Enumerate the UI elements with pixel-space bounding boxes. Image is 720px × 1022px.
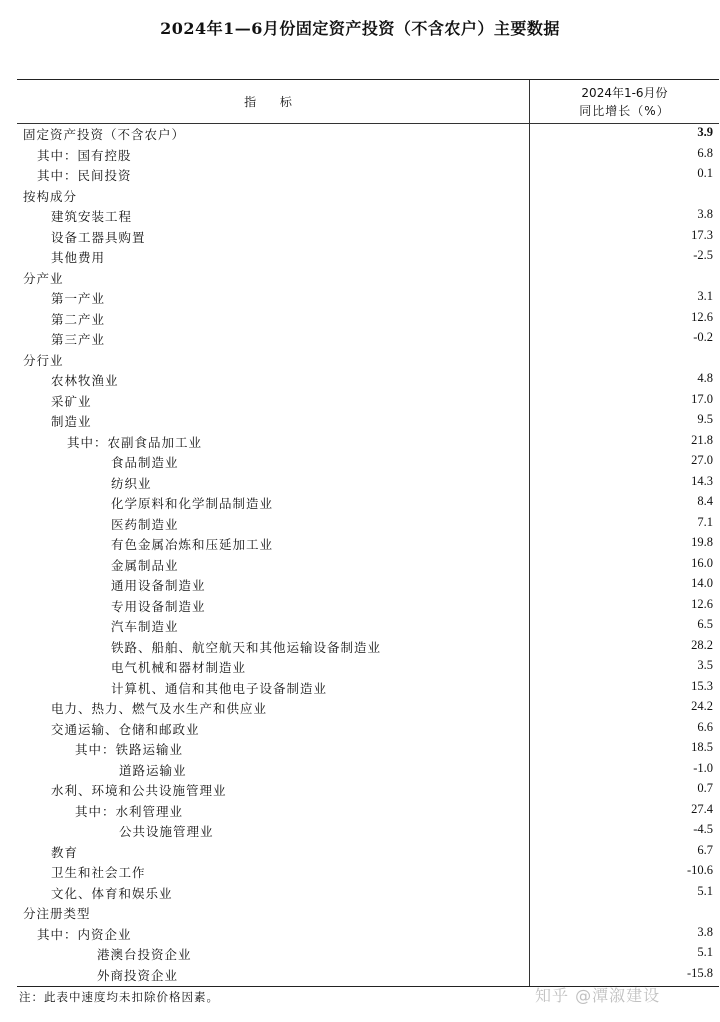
row-value: -15.8 bbox=[686, 965, 713, 980]
table-row bbox=[17, 123, 719, 144]
row-value: 16.0 bbox=[691, 555, 713, 570]
row-label: 有色金属冶炼和压延加工业 bbox=[111, 537, 274, 552]
table-row bbox=[17, 390, 719, 411]
row-label: 港澳台投资企业 bbox=[97, 947, 192, 962]
row-label: 电力、热力、燃气及水生产和供应业 bbox=[51, 701, 268, 716]
row-label: 其中：内资企业 bbox=[37, 926, 132, 942]
table-body bbox=[17, 123, 719, 984]
table-row bbox=[17, 779, 719, 800]
table-row bbox=[17, 328, 719, 349]
table-row bbox=[17, 697, 719, 718]
row-value: 5.1 bbox=[697, 945, 713, 959]
row-label: 食品制造业 bbox=[111, 455, 179, 470]
table-row bbox=[17, 574, 719, 595]
table-row bbox=[17, 164, 719, 185]
row-value: 3.8 bbox=[697, 207, 713, 221]
row-label: 其中：水利管理业 bbox=[75, 803, 184, 819]
table-row bbox=[17, 820, 719, 841]
row-value: 0.1 bbox=[697, 166, 713, 180]
row-value: 6.6 bbox=[697, 719, 713, 734]
table-row bbox=[17, 410, 719, 431]
row-value: 0.7 bbox=[697, 781, 713, 795]
table-row bbox=[17, 533, 719, 554]
row-label: 水利、环境和公共设施管理业 bbox=[51, 783, 227, 798]
data-table bbox=[17, 79, 719, 987]
row-value: 14.3 bbox=[691, 473, 713, 488]
row-label: 公共设施管理业 bbox=[119, 824, 214, 839]
table-row bbox=[17, 964, 719, 985]
row-value: -10.6 bbox=[686, 863, 713, 877]
row-value: 14.0 bbox=[691, 576, 713, 590]
page-title: 2024年1—6月份固定资产投资（不含农户）主要数据 bbox=[160, 19, 560, 38]
row-label: 分行业 bbox=[23, 352, 64, 368]
row-label: 制造业 bbox=[51, 414, 92, 429]
table-row bbox=[17, 882, 719, 903]
table-row bbox=[17, 287, 719, 308]
table-row bbox=[17, 677, 719, 698]
table-row bbox=[17, 841, 719, 862]
row-label: 电气机械和器材制造业 bbox=[111, 660, 247, 675]
row-value: 15.3 bbox=[691, 678, 713, 693]
table-row bbox=[17, 369, 719, 390]
table-row bbox=[17, 615, 719, 636]
header-indicator: 指 标 bbox=[244, 95, 302, 109]
row-label: 农林牧渔业 bbox=[51, 373, 119, 388]
table-row bbox=[17, 738, 719, 759]
row-value: 17.3 bbox=[691, 227, 713, 242]
row-label: 通用设备制造业 bbox=[111, 578, 206, 593]
row-label: 建筑安装工程 bbox=[51, 209, 133, 224]
row-label: 化学原料和化学制品制造业 bbox=[111, 496, 274, 511]
row-value: 12.6 bbox=[691, 596, 713, 611]
row-label: 分产业 bbox=[23, 270, 64, 286]
table-row bbox=[17, 246, 719, 267]
row-value: 9.5 bbox=[697, 412, 713, 426]
row-label: 第三产业 bbox=[51, 332, 106, 347]
row-value: -2.5 bbox=[693, 248, 713, 262]
row-label: 第二产业 bbox=[51, 311, 106, 327]
row-label: 教育 bbox=[51, 844, 79, 860]
row-label: 按构成分 bbox=[23, 188, 78, 204]
table-row bbox=[17, 718, 719, 739]
table-row bbox=[17, 636, 719, 657]
row-value: -1.0 bbox=[693, 760, 713, 775]
row-label: 其中：农副食品加工业 bbox=[67, 434, 203, 450]
row-value: 27.4 bbox=[691, 801, 713, 816]
table-row bbox=[17, 656, 719, 677]
row-value: 28.2 bbox=[691, 637, 713, 652]
row-value: 17.0 bbox=[691, 391, 713, 406]
row-value: 3.5 bbox=[697, 658, 713, 672]
row-value: 5.1 bbox=[697, 883, 713, 898]
row-label: 设备工器具购置 bbox=[51, 229, 146, 245]
table-header bbox=[17, 80, 719, 124]
row-label: 铁路、船舶、航空航天和其他运输设备制造业 bbox=[111, 639, 382, 655]
row-value: -0.2 bbox=[693, 330, 713, 344]
row-value: 12.6 bbox=[691, 309, 713, 324]
table-row bbox=[17, 492, 719, 513]
header-period: 2024年1-6月份 bbox=[581, 86, 668, 100]
row-label: 金属制品业 bbox=[111, 557, 179, 573]
row-label: 纺织业 bbox=[111, 475, 152, 491]
table-row bbox=[17, 267, 719, 288]
row-value: -4.5 bbox=[693, 822, 713, 836]
row-label: 汽车制造业 bbox=[111, 619, 179, 634]
row-value: 3.1 bbox=[697, 289, 713, 303]
table-row bbox=[17, 943, 719, 964]
row-label: 其他费用 bbox=[51, 250, 106, 265]
table-row bbox=[17, 472, 719, 493]
row-value: 8.4 bbox=[697, 494, 713, 508]
watermark: 知乎 @潭溆建设 bbox=[535, 986, 661, 1005]
table-row bbox=[17, 185, 719, 206]
row-value: 24.2 bbox=[691, 699, 713, 713]
table-row bbox=[17, 308, 719, 329]
row-value: 6.8 bbox=[697, 145, 713, 160]
row-label: 医药制造业 bbox=[111, 516, 179, 532]
table-row bbox=[17, 554, 719, 575]
row-label: 外商投资企业 bbox=[97, 967, 179, 983]
row-value: 6.5 bbox=[697, 617, 713, 631]
table-row bbox=[17, 144, 719, 165]
table-row bbox=[17, 349, 719, 370]
table-row bbox=[17, 759, 719, 780]
table-row bbox=[17, 451, 719, 472]
row-value: 4.8 bbox=[697, 371, 713, 385]
row-label: 其中：民间投资 bbox=[37, 168, 132, 183]
table-row bbox=[17, 205, 719, 226]
row-value: 18.5 bbox=[691, 740, 713, 754]
row-value: 19.8 bbox=[691, 535, 713, 549]
row-value: 21.8 bbox=[691, 432, 713, 447]
row-label: 其中：铁路运输业 bbox=[75, 742, 184, 757]
row-label: 交通运输、仓储和邮政业 bbox=[51, 721, 200, 737]
table-row bbox=[17, 226, 719, 247]
row-label: 分注册类型 bbox=[23, 906, 91, 921]
row-value: 27.0 bbox=[691, 453, 713, 467]
row-value: 3.8 bbox=[697, 924, 713, 939]
row-label: 卫生和社会工作 bbox=[51, 865, 146, 880]
row-label: 固定资产投资（不含农户） bbox=[23, 127, 186, 142]
row-value: 6.7 bbox=[697, 842, 713, 857]
table-row bbox=[17, 923, 719, 944]
row-label: 文化、体育和娱乐业 bbox=[51, 885, 173, 901]
table-row bbox=[17, 513, 719, 534]
row-label: 计算机、通信和其他电子设备制造业 bbox=[111, 680, 328, 696]
row-label: 采矿业 bbox=[51, 393, 92, 409]
table-row bbox=[17, 431, 719, 452]
row-label: 其中：国有控股 bbox=[37, 147, 132, 163]
row-label: 道路运输业 bbox=[119, 762, 187, 778]
header-growth: 同比增长（%） bbox=[579, 104, 670, 118]
row-label: 第一产业 bbox=[51, 291, 106, 306]
table-row bbox=[17, 861, 719, 882]
table-row bbox=[17, 902, 719, 923]
row-value: 3.9 bbox=[697, 125, 713, 139]
table-row bbox=[17, 595, 719, 616]
table-row bbox=[17, 800, 719, 821]
footnote: 注：此表中速度均未扣除价格因素。 bbox=[19, 990, 219, 1004]
row-value: 7.1 bbox=[697, 514, 713, 529]
row-label: 专用设备制造业 bbox=[111, 598, 206, 614]
